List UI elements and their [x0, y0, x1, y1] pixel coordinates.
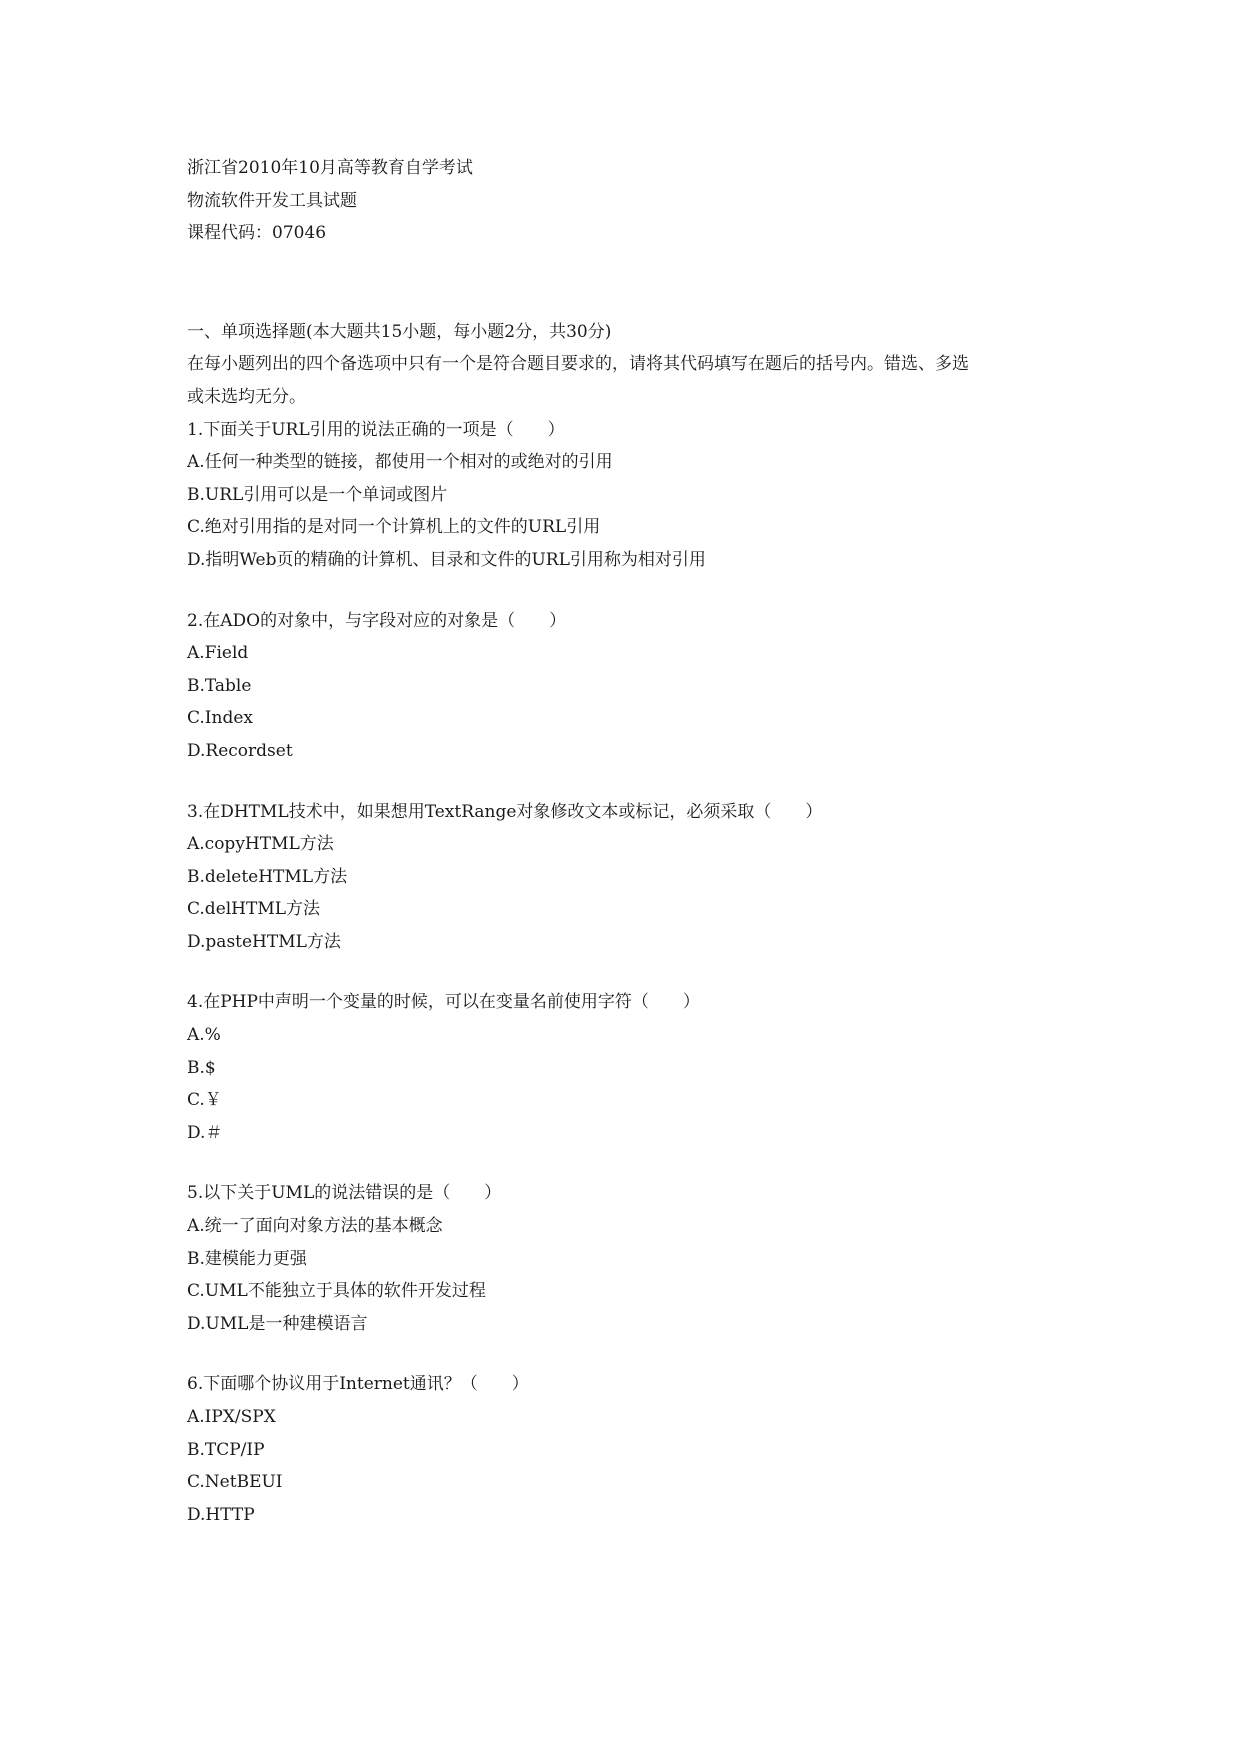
- section-single-choice: [187, 316, 1067, 1532]
- option-a: A.%: [187, 1025, 221, 1046]
- option-c: C.￥: [187, 1090, 222, 1111]
- question-5: [187, 1177, 1067, 1340]
- option-a: A.统一了面向对象方法的基本概念: [187, 1216, 443, 1237]
- question-6: [187, 1368, 1067, 1531]
- question-stem: 1.下面关于URL引用的说法正确的一项是（ ）: [187, 419, 565, 440]
- question-4: [187, 986, 1067, 1149]
- option-b: B.Table: [187, 675, 252, 696]
- question-stem: 5.以下关于UML的说法错误的是（ ）: [187, 1183, 502, 1204]
- question-stem: 6.下面哪个协议用于Internet通讯？（ ）: [187, 1374, 529, 1395]
- option-a: A.copyHTML方法: [187, 834, 334, 855]
- option-b: B.建模能力更强: [187, 1248, 307, 1269]
- option-d: D.pasteHTML方法: [187, 931, 341, 952]
- question-2: [187, 605, 1067, 768]
- question-1: [187, 414, 1067, 577]
- option-b: B.URL引用可以是一个单词或图片: [187, 484, 448, 505]
- option-b: B.$: [187, 1057, 216, 1078]
- option-d: D.HTTP: [187, 1504, 255, 1525]
- question-stem: 2.在ADO的对象中，与字段对应的对象是（ ）: [187, 610, 567, 631]
- option-b: B.deleteHTML方法: [187, 866, 348, 887]
- option-c: C.UML不能独立于具体的软件开发过程: [187, 1281, 486, 1302]
- option-d: D.UML是一种建模语言: [187, 1313, 368, 1334]
- option-d: D.＃: [187, 1122, 223, 1143]
- question-stem: 3.在DHTML技术中，如果想用TextRange对象修改文本或标记，必须采取（ ）: [187, 801, 823, 822]
- option-a: A.IPX/SPX: [187, 1407, 276, 1427]
- question-stem: 4.在PHP中声明一个变量的时候，可以在变量名前使用字符（ ）: [187, 992, 700, 1013]
- course-code: 课程代码：07046: [187, 223, 327, 244]
- exam-subject: 物流软件开发工具试题: [187, 190, 357, 211]
- option-c: C.delHTML方法: [187, 899, 321, 920]
- exam-title: 浙江省2010年10月高等教育自学考试: [187, 158, 473, 178]
- option-c: C.NetBEUI: [187, 1472, 283, 1493]
- exam-paper: [187, 152, 1067, 1531]
- option-a: A.Field: [187, 643, 249, 664]
- option-b: B.TCP/IP: [187, 1439, 265, 1460]
- question-3: [187, 796, 1067, 959]
- option-d: D.指明Web页的精确的计算机、目录和文件的URL引用称为相对引用: [187, 549, 706, 570]
- option-d: D.Recordset: [187, 740, 293, 761]
- option-a: A.任何一种类型的链接，都使用一个相对的或绝对的引用: [187, 452, 613, 473]
- option-c: C.绝对引用指的是对同一个计算机上的文件的URL引用: [187, 517, 601, 538]
- section-title: 一、单项选择题(本大题共15小题，每小题2分，共30分): [187, 321, 612, 342]
- section-instructions-line-1: 在每小题列出的四个备选项中只有一个是符合题目要求的，请将其代码填写在题后的括号内。错选、多选: [187, 354, 969, 375]
- section-instructions-line-2: 或未选均无分。: [187, 386, 306, 407]
- option-c: C.Index: [187, 708, 253, 729]
- exam-header: [187, 152, 1067, 250]
